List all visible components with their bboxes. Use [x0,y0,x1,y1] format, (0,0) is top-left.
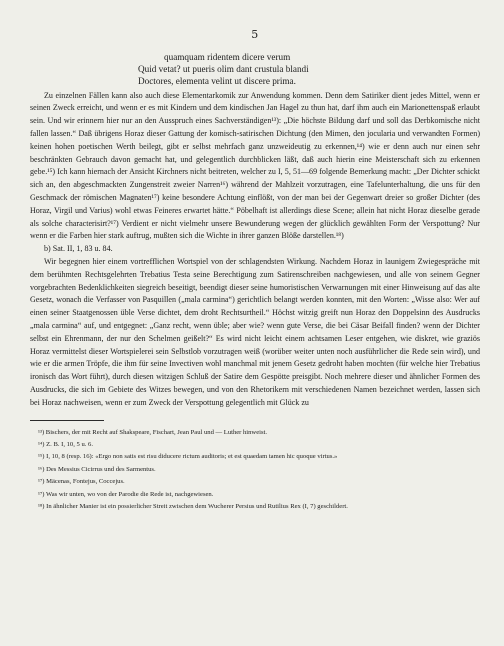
footnote: ¹⁸) In ähnlicher Manier ist ein possierlicher Streit zwischen dem Wucherer Persius und Rutilius Rex (I, 7) geschildert. [38,502,348,510]
footnote: ¹⁶) Des Messius Cicirrus und des Sarmentus. [38,465,156,473]
verse-line: quamquam ridentem dicere verum [164,52,291,62]
footnote: ¹³) Bischers, der mit Recht auf Shakspeare, Fischart, Jean Paul und — Luther hinweist. [38,428,268,436]
footnote: ¹⁷) Was wir unten, wo von der Parodie die Rede ist, nachgewiesen. [38,490,214,498]
body-text [30,90,480,410]
footnote: ¹⁴) Z. B. I, 10, 5 u. 6. [38,440,94,448]
verse-line: Doctores, elementa velint ut discere prima. [138,76,296,87]
footnotes [30,427,480,514]
footnote: ¹⁵) I, 10, 8 (resp. 16): «Ergo non satis est risu diducere rictum auditoris; et est quaedam tamen hic quoque virtus.» [38,453,338,461]
paragraph: Zu einzelnen Fällen kann also auch diese Elementarkomik zur Anwendung kommen. Denn dem Satiriker dient jedes Mittel, wenn er seinen Zweck erreicht, und wenn er es mit Kindern und dem kindischen Jan Hagel zu thun hat, darf ihm auch ein Marionettenspaß erlaubt sein. Und wir erinnern hier nur an den Ausspruch eines Sachverständigen¹³): „Die höchste Bildung darf und soll das Derbkomische nicht fallen lassen.“ Daß übrigens Horaz dieser Gattung der komisch-satirischen Dichtung (den Mimen, den joculariа und verwandten Formen) keinen hohen poetischen Werth beilegt, gibt er selbst mehrfach ganz unzweideutig zu erkennen,¹⁴) wie er denn auch nur einen sehr beschränkten Gebrauch davon gemacht hat, und gelegentlich durchblicken läßt, daß auch hierin eine Meisterschaft sich zu erkennen gebe.¹⁵) Ich kann hiernach der Ansicht Kirchners nicht beitreten, welcher zu I, 5, 51—69 folgende Bemerkung macht: „Der Dichter schickt sich an, den abgeschmackten Zungenstreit zweier Narren¹⁶) während der Mahlzeit vorzutragen, eine Tafelunterhaltung, die uns für den Geschmack der römischen Magnaten¹⁷) keine besondere Achtung einflößt, von der man bei der Gegenwart dreier so großer Dichter (des Horaz, Virgil und Varius) wohl etwas Feineres erwartet hätte.“ Pöbelhaft ist allerdings diese Scene; allein hat nicht Horaz dieselbe gerade als solche characterisirt?¹⁷) Verdient er nicht vielmehr unsere Bewunderung wegen der glücklich gewählten Form der Verspottung? Nur wenn er die Farben hier stark auftrug, mußten sich die Wichte in ihrer ganzen Blöße darstellen.¹⁸) [30,90,480,241]
verse-line: Quid vetat? ut pueris olim dant crustula blandi [138,64,309,75]
section-heading: b) Sat. II, 1, 83 u. 84. [44,244,113,254]
verse-quotation [30,51,480,88]
footnote: ¹⁷) Mäcenas, Fontejus, Coccejus. [38,478,125,486]
footnote-divider [30,420,104,421]
paragraph: Wir begegnen hier einem vortrefflichen Wortspiel von der schlagendsten Wirkung. Nachdem Horaz in launigem Zwiegespräche mit dem berühmten Rechtsgelehrten Trebatius Testa seine Berechtigung zum Satirenschreiben nachgewiesen, und alle von seinem Gegner vorgebrachten Bedenklichkeiten siegreich beseitigt, beendigt dieser seine humoristischen Verwarnungen mit einer Hinweisung auf das alte Gesetz, wonach die Verfasser von Pasquillen („mala carmina“) gerichtlich belangt werden konnten, mit den Worten: „Wisse also: Wer auf einen seiner Staatgenossen üble Verse dichtet, dem droht Rechtsurtheil.“ Höchst witzig greift nun Horaz den Doppelsinn des Ausdrucks „mala carmina“ auf, und entgegnet: „Ganz recht, wenn üble; aber wie? wenn gute Verse, die bei Cäsar Beifall finden? wenn der Dichter selbst ein Ehrenmann, der nur den Schelmen geißelt?“ Es wird nicht leicht einem achtsamen Leser entgehen, wie diskret, wie graziös Horaz vermittelst dieser Wortspielerei sein Selbstlob vorzutragen weiß (worüber weiter unten noch ausführlicher die Rede sein wird), und wie er die armen Tröpfe, die ihm für seine Invectiven wohl manchmal mit jenem Gesetz gedroht haben mochten (für welche hier Trebatius ironisch das Wort führt), durch diesen witzigen Schluß der Satire dem Gespötte preisgibt. Noch mehrere dieser und ähnlicher Formen des Ausdrucks, die sich im Gebiete des Witzes bewegen, und von den Rhetorikern mit verschiedenen Namen bezeichnet werden, lassen sich bei Horaz nachweisen, wenn er zum Zweck der Verspottung gelegentlich mit Glück zu [30,256,480,407]
page-number: 5 [251,28,259,41]
